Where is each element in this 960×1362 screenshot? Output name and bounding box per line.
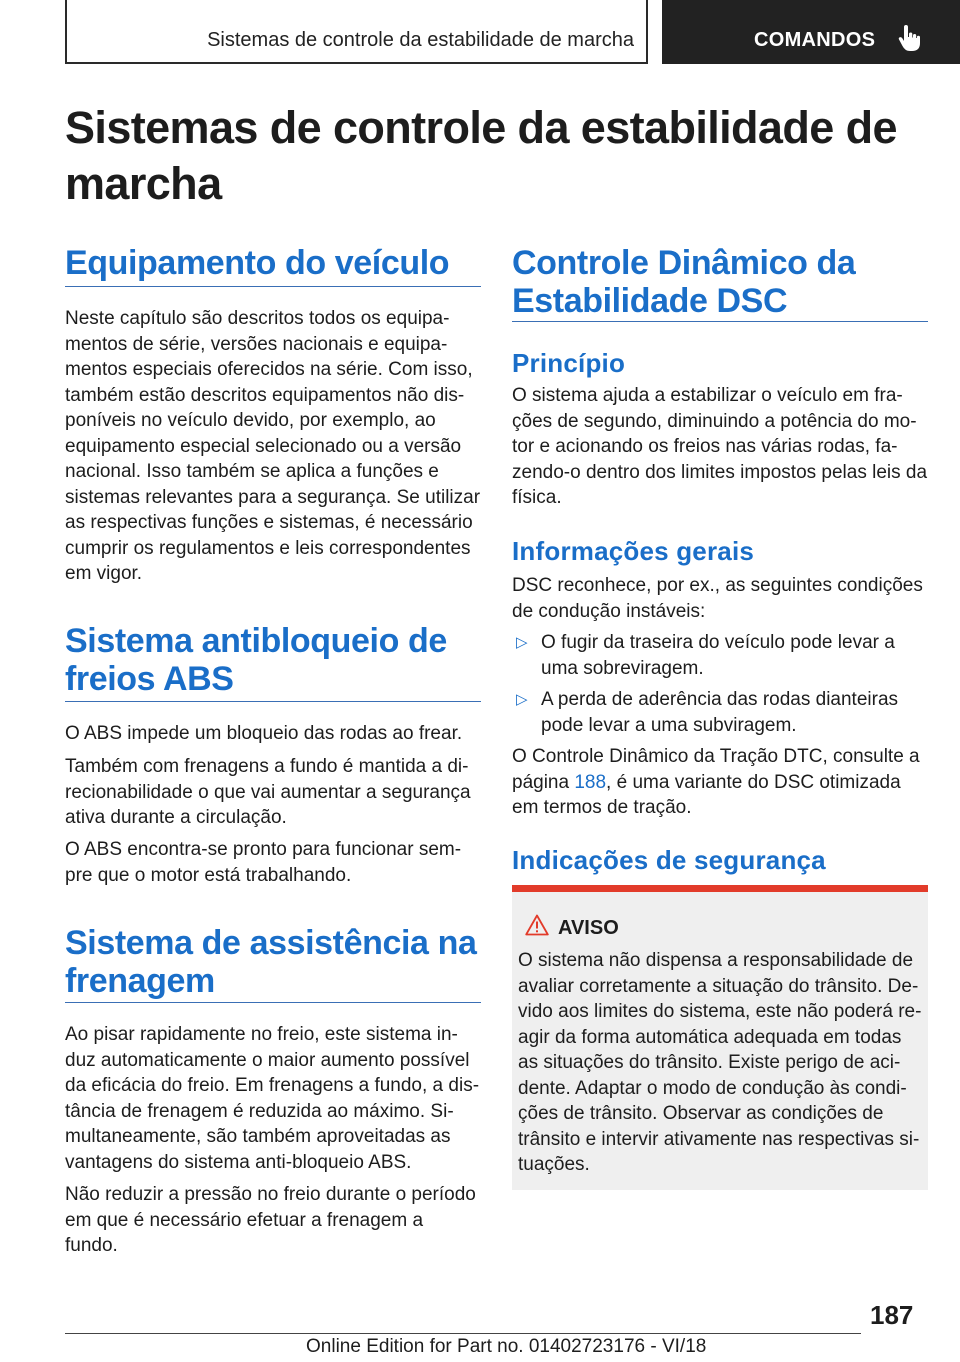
list-item: A perda de aderência das rodas dianteiras pode levar a uma subviragem. xyxy=(541,689,899,736)
paragraph-abs-1: O ABS impede um bloqueio das rodas ao frear. xyxy=(65,723,463,744)
paragraph-frenagem-2: Não reduzir a pressão no freio durante o período em que é necessário efetuar a frenagem a fundo. xyxy=(65,1184,476,1256)
heading-assistencia-frenagem: Sistema de assistência na frenagem xyxy=(65,924,477,1000)
heading-rule xyxy=(65,1002,481,1003)
paragraph-abs-2: Também com frenagens a fundo é mantida a direcionabilidade o que vai aumentar a segurança ativa durante a circulação. xyxy=(65,756,471,828)
paragraph-equipamento: Neste capítulo são descritos todos os equipamentos de série, versões nacionais e equipamentos especiais oferecidos na série. Com isso, também estão descritos equipamentos não disponíveis no veículo devido, por exemplo, ao equipamento especial selecionado ou a versão nacional. Isso também se aplica a funções e sistemas relevantes para a segurança. Se utilizar as respectivas funções e sistemas, é necessário cumprir os regulamentos e leis correspondentes em vigor. xyxy=(65,308,481,584)
warning-label: AVISO xyxy=(558,917,619,939)
paragraph-principio: O sistema ajuda a estabilizar o veículo em frações de segundo, diminuindo a potência do motor e acionando os freios nas várias rodas, fazendo-o dentro dos limites impostos pelas leis da física. xyxy=(512,385,928,508)
paragraph-frenagem-1: Ao pisar rapidamente no freio, este sistema induz automaticamente o maior aumento possível da eficácia do freio. Em frenagens a fundo, a distância de frenagem é reduzida ao máximo. Simultaneamente, são também aproveitadas as vantagens do sistema anti-bloqueio ABS. xyxy=(65,1024,480,1173)
heading-equipamento: Equipamento do veículo xyxy=(65,244,450,282)
bullet-marker: ▷ xyxy=(516,691,528,708)
heading-informacoes-gerais: Informações gerais xyxy=(512,536,755,566)
warning-triangle-icon xyxy=(525,914,549,941)
footer-rule xyxy=(65,1333,861,1334)
header-section-title: Sistemas de controle da estabilidade de marcha xyxy=(207,29,634,51)
page-number: 187 xyxy=(870,1300,914,1330)
heading-rule xyxy=(512,321,928,322)
heading-rule xyxy=(65,286,481,287)
heading-abs: Sistema antibloqueio de freios ABS xyxy=(65,622,447,698)
header-section-box xyxy=(65,0,648,64)
heading-dsc: Controle Dinâmico da Estabilidade DSC xyxy=(512,244,856,320)
page-title: Sistemas de controle da estabilidade de marcha xyxy=(65,102,897,209)
paragraph-info-intro: DSC reconhece, por ex., as seguintes condições de condução instáveis: xyxy=(512,575,923,622)
header-chapter-tab[interactable] xyxy=(662,0,960,64)
footer-edition: Online Edition for Part no. 01402723176 - VI/18 xyxy=(306,1336,707,1357)
hand-pointer-icon xyxy=(896,24,922,57)
list-item: O fugir da traseira do veículo pode levar a uma sobreviragem. xyxy=(541,632,895,679)
paragraph-abs-3: O ABS encontra-se pronto para funcionar sempre que o motor está trabalhando. xyxy=(65,839,462,886)
warning-text: O sistema não dispensa a responsabilidade de avaliar corretamente a situação do trânsito. Devido aos limites do sistema, este não poderá reagir da forma automática adequada em todas as situações do trânsito. Existe perigo de acidente. Adaptar o modo de condução às condições de trânsito. Observar as condições de trânsito e intervir ativamente nas respectivas situações. xyxy=(518,950,922,1175)
heading-rule xyxy=(65,701,481,702)
heading-indicacoes-seguranca: Indicações de segurança xyxy=(512,845,826,875)
warning-box xyxy=(512,885,928,1190)
page-reference-link[interactable]: 188 xyxy=(574,771,607,793)
paragraph-dtc: O Controle Dinâmico da Tração DTC, consulte a página 188, é uma variante do DSC otimizada em termos de tração. xyxy=(512,746,920,818)
bullet-marker: ▷ xyxy=(516,634,528,651)
heading-principio: Princípio xyxy=(512,348,626,378)
header-chapter-label: COMANDOS xyxy=(754,29,876,51)
